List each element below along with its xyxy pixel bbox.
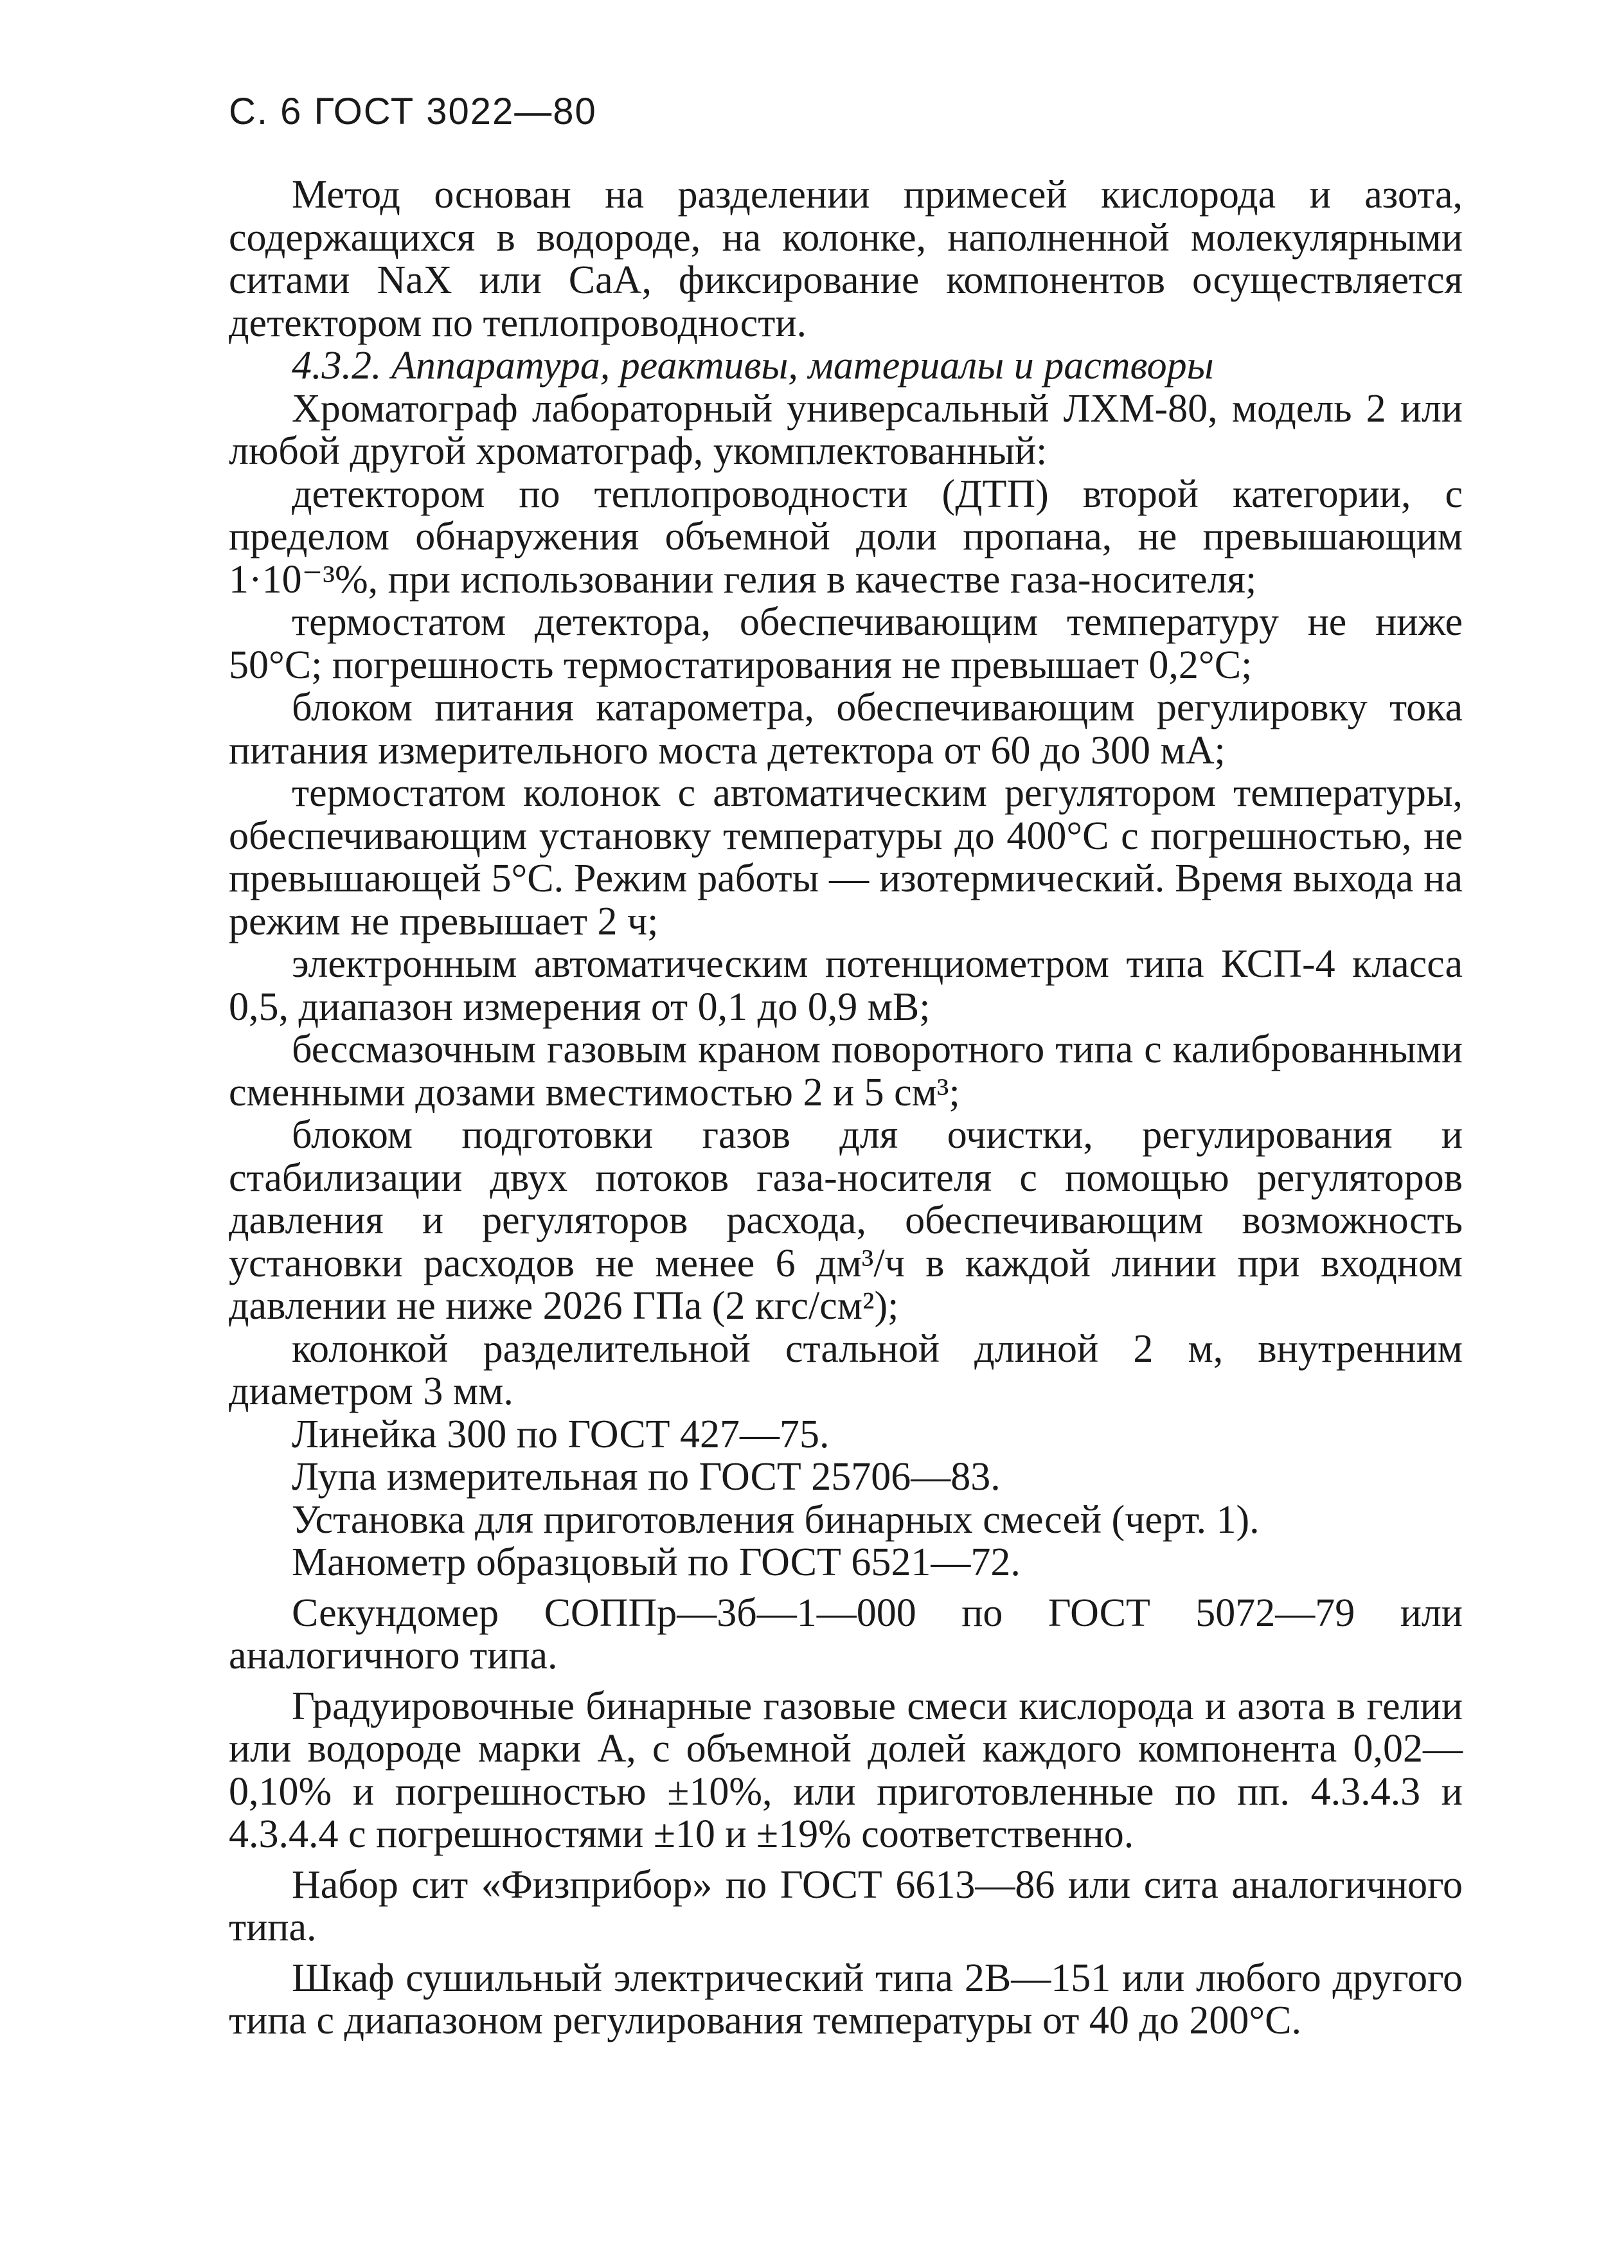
paragraph: Установка для приготовления бинарных смесей (черт. 1). [292,1497,1260,1542]
paragraph: термостатом детектора, обеспечивающим температуру не ниже 50°С; погрешность термостатирования не превышает 0,2°С; [229,600,1463,687]
paragraph: электронным автоматическим потенциометром типа КСП-4 класса 0,5, диапазон измерения от 0,1 до 0,9 мВ; [229,942,1463,1029]
page-header: С. 6 ГОСТ 3022—80 [229,91,597,132]
paragraph: детектором по теплопроводности (ДТП) второй категории, с пределом обнаружения объемной доли пропана, не превышающим 1·10⁻³%, при использовании гелия в качестве газа-носителя; [229,472,1463,602]
paragraph: Набор сит «Физприбор» по ГОСТ 6613—86 или сита аналогичного типа. [229,1862,1463,1949]
paragraph: блоком питания катарометра, обеспечивающим регулировку тока питания измерительного моста детектора от 60 до 300 мА; [229,686,1463,772]
paragraph: Линейка 300 по ГОСТ 427—75. [292,1412,830,1456]
document-body [229,174,1463,2042]
paragraph: Лупа измерительная по ГОСТ 25706—83. [292,1455,1001,1499]
paragraph: Градуировочные бинарные газовые смеси кислорода и азота в гелии или водороде марки А, с объемной долей каждого компонента 0,02—0,10% и погрешностью ±10%, или приготовленные по пп. 4.3.4.3 и 4.3.4.4 с погрешностями ±10 и ±19% соответственно. [229,1684,1463,1856]
paragraph: Хроматограф лабораторный универсальный ЛХМ-80, модель 2 или любой другой хроматограф, укомплектованный: [229,386,1463,473]
paragraph: Метод основан на разделении примесей кислорода и азота, содержащихся в водороде, на колонке, наполненной молекулярными ситами NaX или CaA, фиксирование компонентов осуществляется детектором по теплопроводности. [229,173,1463,345]
paragraph: бессмазочным газовым краном поворотного типа с калиброванными сменными дозами вместимостью 2 и 5 см³; [229,1028,1463,1114]
paragraph: колонкой разделительной стальной длиной 2 м, внутренним диаметром 3 мм. [229,1326,1463,1413]
paragraph: Секундомер СОППр—3б—1—000 по ГОСТ 5072—79 или аналогичного типа. [229,1591,1463,1677]
section-heading: 4.3.2. Аппаратура, реактивы, материалы и растворы [292,344,1214,388]
paragraph: блоком подготовки газов для очистки, регулирования и стабилизации двух потоков газа-носителя с помощью регуляторов давления и регуляторов расхода, обеспечивающим возможность установки расходов не менее 6 дм³/ч в каждой линии при входном давлении не ниже 2026 ГПа (2 кгс/см²); [229,1113,1463,1328]
paragraph: Шкаф сушильный электрический типа 2В—151 или любого другого типа с диапазоном регулирования температуры от 40 до 200°С. [229,1956,1463,2042]
paragraph: Манометр образцовый по ГОСТ 6521—72. [292,1540,1021,1584]
paragraph: термостатом колонок с автоматическим регулятором температуры, обеспечивающим установку температуры до 400°С с погрешностью, не превышающей 5°С. Режим работы — изотермический. Время выхода на режим не превышает 2 ч; [229,771,1463,943]
